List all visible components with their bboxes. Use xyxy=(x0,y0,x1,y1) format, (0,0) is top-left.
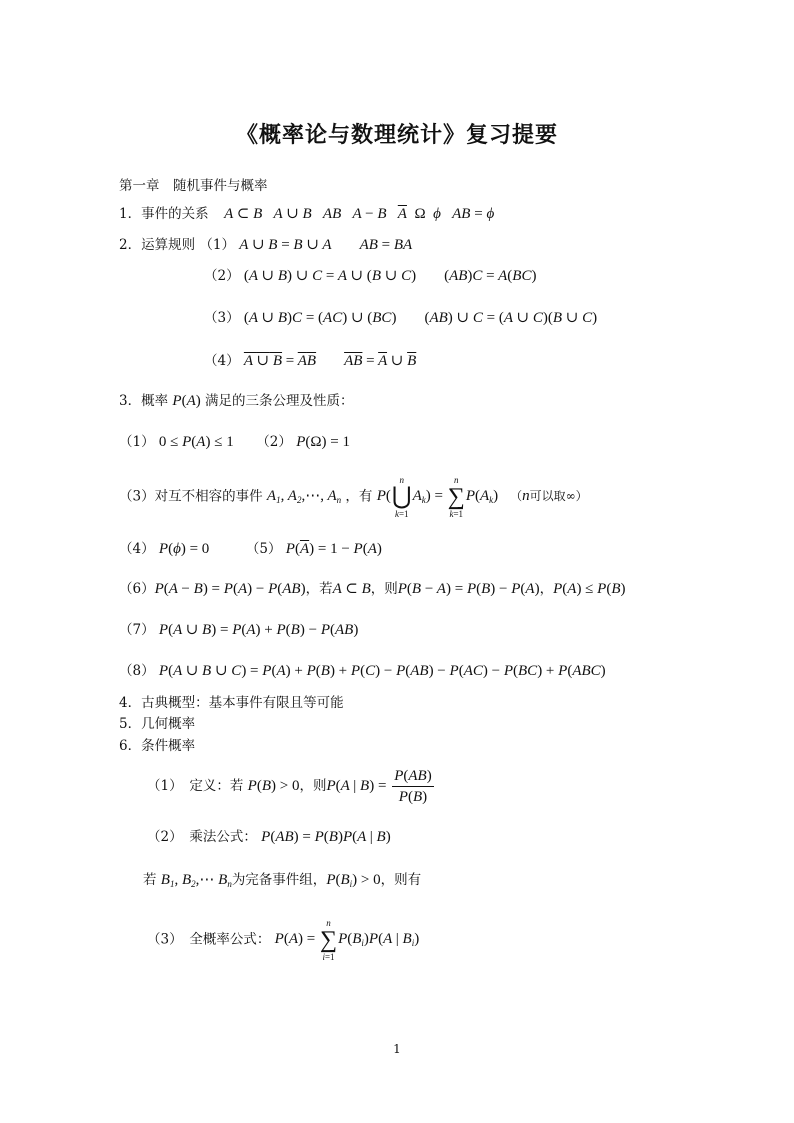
property-6-formula-c: P(A) ≤ P(B) xyxy=(553,581,626,597)
section-3 xyxy=(119,392,354,410)
rule-3-formula: (A ∪ B)C = (AC) ∪ (BC) (AB) ∪ C = (A ∪ C)(B ∪ C) xyxy=(243,310,598,326)
conditional-1-then: ，则 xyxy=(299,777,327,794)
total-probability xyxy=(147,918,419,962)
complete-condition: $P(B_i) > 0$ xyxy=(326,872,381,889)
property-6-formula-a: P(A − B) = P(A) − P(AB) xyxy=(154,581,306,597)
property-3-note-open: （ xyxy=(510,489,523,504)
conditional-1-label: （1） 定义：若 xyxy=(147,777,244,794)
property-6-if: ，若 xyxy=(305,581,333,597)
complete-events: $B_1$, $B_2,\cdots$ $B_n$ xyxy=(160,872,232,889)
property-7-formula: P(A ∪ B) = P(A) + P(B) − P(AB) xyxy=(158,622,359,638)
rule-2-label: （2） xyxy=(204,268,240,284)
section-2 xyxy=(119,236,412,254)
section-4: 4．古典概型：基本事件有限且等可能 xyxy=(119,695,344,711)
conditional-2-label: （2） 乘法公式： xyxy=(147,829,257,845)
property-3: （3）对互不相容的事件 $A_1$, $A_2,\cdots$, $A_n$ ，有 P( n ⋃ k=1 $A_k$) = n ∑ k=1 $P(A_k)$ （n可以取∞） xyxy=(119,475,588,519)
complete-text: 为完备事件组， xyxy=(231,872,327,888)
conditional-condition: P(B) > 0 xyxy=(247,777,300,794)
property-6-label: （6） xyxy=(119,581,155,597)
document-title: 《概率论与数理统计》复习提要 xyxy=(235,123,558,148)
section-1 xyxy=(119,205,494,223)
property-3-have: ，有 xyxy=(345,488,373,505)
property-7 xyxy=(119,621,358,639)
property-3-label: （3）对互不相容的事件 xyxy=(119,488,263,505)
section-2-label: 2．运算规则 xyxy=(119,237,196,253)
rule-2 xyxy=(204,267,536,285)
rule-1-label: （1） xyxy=(199,237,235,253)
property-6: （6）P(A − B) = P(A) − P(AB)，若A ⊂ B，则P(B − A) = P(B) − P(A)，P(A) ≤ P(B) xyxy=(119,581,626,597)
section-5: 5．几何概率 xyxy=(119,716,196,732)
rule-4-formula: A ∪ $B = \overline{A}\overline{B}$ $\overline{AB} = \overline{A}$ ∪ $\overline{B}$ xyxy=(243,353,417,369)
rule-3-label: （3） xyxy=(204,310,240,326)
property-7-label: （7） xyxy=(119,622,155,638)
property-8-label: （8） xyxy=(119,663,155,679)
chapter-heading: 第一章 随机事件与概率 xyxy=(119,178,268,194)
multiplication-rule xyxy=(147,828,391,846)
complete-event-group xyxy=(143,871,421,889)
property-2-formula: P(Ω) = 1 xyxy=(296,434,350,450)
rule-4 xyxy=(204,352,416,370)
rule-1-formula: A ∪ B = B ∪ A AB = BA xyxy=(239,237,413,253)
property-4-5 xyxy=(119,540,382,558)
events-list: $A_1$, $A_2,\cdots$, $A_n$ xyxy=(266,488,342,506)
property-3-note: 可以取∞） xyxy=(529,489,588,504)
property-5-label: （5） xyxy=(245,541,282,557)
property-1-2 xyxy=(119,433,350,451)
section-6: 6．条件概率 xyxy=(119,738,196,754)
conditional-formula: P(A | B) = $\frac{P(AB)}{P(B)}$ xyxy=(326,768,432,805)
rule-2-formula: (A ∪ B) ∪ C = A ∪ (B ∪ C) (AB)C = A(BC) xyxy=(243,268,537,284)
rule-4-label: （4） xyxy=(204,353,240,369)
property-5-formula: $P(\overline{A}) = 1 - P(A)$ xyxy=(285,541,382,557)
relations-formula: A ⊂ B A ∪ B AB A − B $\overline{A}$ Ω ϕ AB = ϕ xyxy=(212,206,495,222)
property-6-formula-b: P(B − A) = P(B) − P(A) xyxy=(397,581,540,597)
property-1-formula: 0 ≤ P(A) ≤ 1 xyxy=(158,434,234,450)
property-8-formula: P(A ∪ B ∪ C) = P(A) + P(B) + P(C) − P(AB) − P(AC) − P(BC) + P(ABC) xyxy=(158,663,606,679)
complete-then: ，则有 xyxy=(380,872,422,888)
conditional-definition xyxy=(147,767,436,806)
section-3-label: 3．概率 xyxy=(119,393,169,409)
complete-if: 若 xyxy=(143,872,157,888)
property-8 xyxy=(119,662,606,680)
property-6-cond: A ⊂ B xyxy=(332,581,371,597)
property-6-then: ，则 xyxy=(370,581,398,597)
additivity-formula: P( n ⋃ k=1 $A_k$) = n ∑ k=1 $P(A_k)$ xyxy=(376,475,499,519)
property-1-label: （1） xyxy=(119,434,155,450)
property-2-label: （2） xyxy=(256,434,292,450)
total-probability-formula: P(A) = n ∑ i=1 $P(B_i)P(A$ | $B_i$) xyxy=(274,918,420,962)
rule-3 xyxy=(204,309,597,327)
section-1-label: 1．事件的关系 xyxy=(119,206,209,222)
page-number: 1 xyxy=(393,1042,401,1056)
property-4-label: （4） xyxy=(119,541,155,557)
conditional-3-label: （3） 全概率公式： xyxy=(147,931,271,948)
property-4-formula: P(ϕ) = 0 xyxy=(158,541,210,557)
multiplication-formula: P(AB) = P(B)P(A | B) xyxy=(261,829,391,845)
pa-symbol: P(A) xyxy=(172,393,201,409)
section-3-tail: 满足的三条公理及性质： xyxy=(205,393,354,409)
